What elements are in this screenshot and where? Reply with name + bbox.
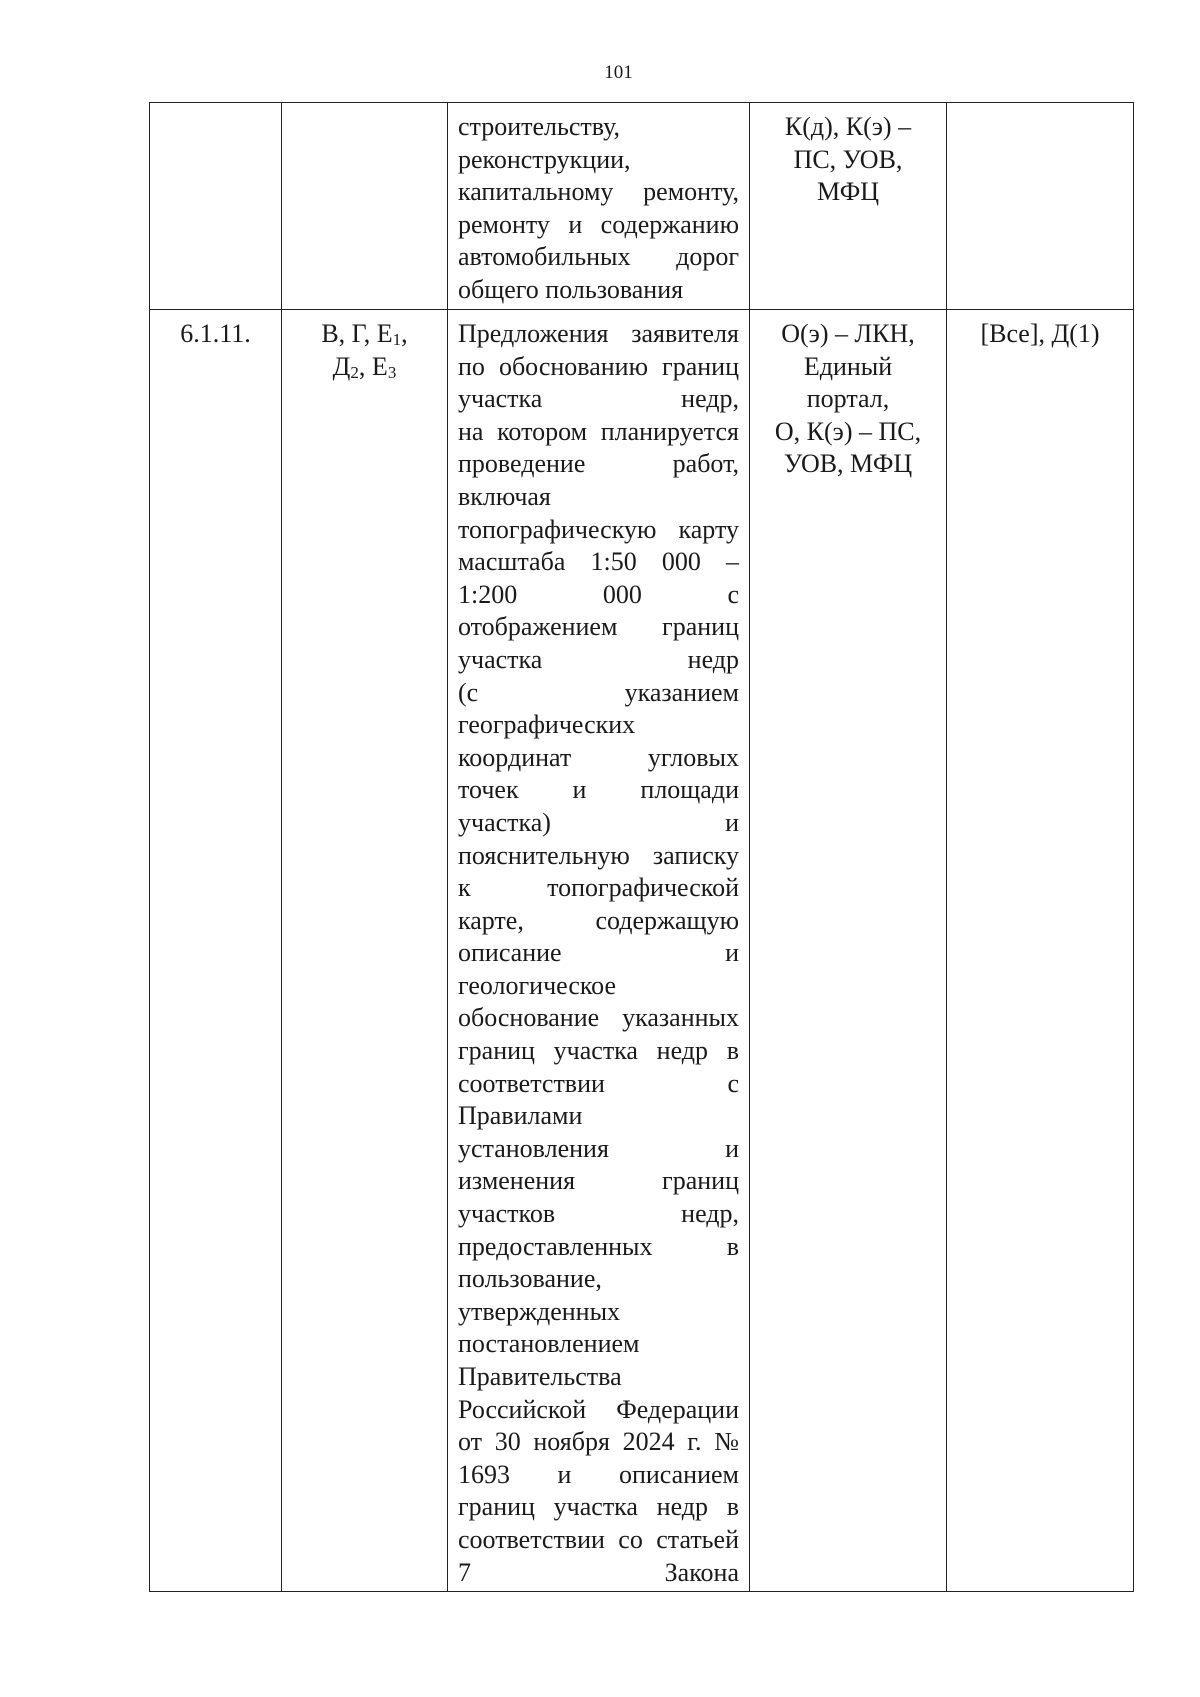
description-line: соответствии со статьей <box>458 1524 739 1554</box>
description-line: масштаба 1:50 000 – <box>458 547 739 577</box>
description-line: обоснование указанных <box>458 1003 739 1033</box>
description-line: изменения границ <box>458 1166 739 1196</box>
channel-line: МФЦ <box>816 177 880 207</box>
description-line: 7 Закона <box>458 1557 739 1587</box>
description-line: проведение работ, <box>458 449 739 479</box>
table-row <box>150 310 1134 1592</box>
channels-cell <box>750 310 947 1592</box>
description-line: участков недр, <box>458 1199 739 1229</box>
description-line: карте, содержащую <box>458 905 739 935</box>
description-line: географических <box>458 710 636 740</box>
channel-line: ПС, УОВ, <box>793 144 903 174</box>
conditions-cell: [Все], Д(1) <box>947 310 1134 1592</box>
table-row <box>150 103 1134 310</box>
description-line: пользование, <box>458 1264 602 1294</box>
description-line: Правилами <box>458 1101 583 1131</box>
description-line: по обоснованию границ <box>458 351 739 381</box>
description-line: описание и <box>458 938 739 968</box>
description-line: соответствии с <box>458 1068 739 1098</box>
page-number: 101 <box>604 62 633 83</box>
description-line: автомобильных дорог <box>458 242 739 272</box>
channel-line: Единый <box>803 351 893 381</box>
description-line: постановлением <box>458 1329 640 1359</box>
description-line: границ участка недр в <box>458 1492 739 1522</box>
description-line: от 30 ноября 2024 г. № <box>458 1427 739 1457</box>
description-line: (с указанием <box>458 677 739 707</box>
description-line: утвержденных <box>458 1296 621 1326</box>
description-line: 1693 и описанием <box>458 1459 739 1489</box>
channel-line: О, К(э) – ПС, <box>774 416 922 446</box>
description-line: реконструкции, <box>458 144 631 174</box>
description-line: участка недр, <box>458 384 739 414</box>
description-line: участка) и <box>458 807 739 837</box>
description-line: топографическую карту <box>458 514 739 544</box>
description-line: строительству, <box>458 112 621 141</box>
conditions-cell <box>947 103 1134 310</box>
description-line: Предложения заявителя <box>458 319 739 348</box>
description-line: капитальному ремонту, <box>458 177 739 207</box>
description-cell <box>448 310 750 1592</box>
description-line: к топографической <box>458 873 739 903</box>
description-line: общего пользования <box>458 274 684 304</box>
description-line: границ участка недр в <box>458 1036 739 1066</box>
channel-line: УОВ, МФЦ <box>783 449 913 479</box>
description-line: 1:200 000 с <box>458 579 739 609</box>
description-line: включая <box>458 481 551 511</box>
description-line: на котором планируется <box>458 416 739 446</box>
channel-line: О(э) – ЛКН, <box>781 319 915 348</box>
description-line: предоставленных в <box>458 1231 739 1261</box>
description-line: пояснительную записку <box>458 840 739 870</box>
item-number-cell <box>150 103 282 310</box>
codes-cell <box>282 310 448 1592</box>
item-number-cell: 6.1.11. <box>150 310 282 1592</box>
description-cell <box>448 103 750 310</box>
description-line: точек и площади <box>458 775 739 805</box>
codes-text: В, Г, $Е_1$, $Д_2$, $Е_3$ <box>321 319 408 382</box>
channel-line: К(д), К(э) – <box>784 112 912 141</box>
channels-cell <box>750 103 947 310</box>
description-line: ремонту и содержанию <box>458 209 739 239</box>
description-line: координат угловых <box>458 742 739 772</box>
description-line: установления и <box>458 1133 739 1163</box>
regulation-table <box>149 102 1134 1592</box>
description-line: геологическое <box>458 970 617 1000</box>
description-line: отображением границ <box>458 612 739 642</box>
description-line: Российской Федерации <box>458 1394 739 1424</box>
codes-cell <box>282 103 448 310</box>
description-line: Правительства <box>458 1362 622 1391</box>
description-line: участка недр <box>458 644 739 674</box>
channel-line: портал, <box>806 384 890 414</box>
